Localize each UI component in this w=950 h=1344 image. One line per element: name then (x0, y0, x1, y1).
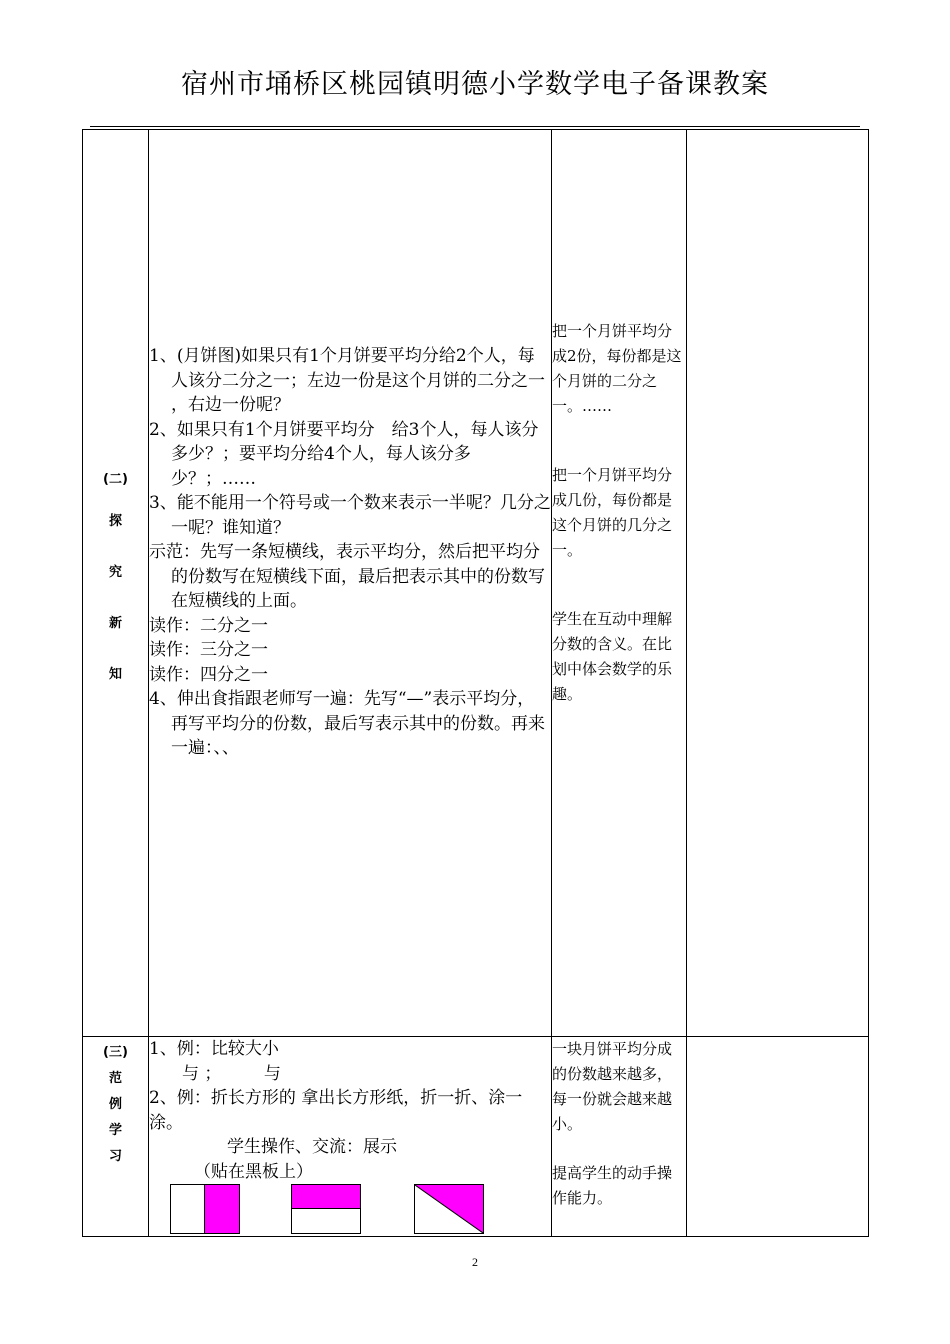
section-2-char: 知 (108, 667, 122, 682)
section-2-notes-cell (552, 130, 687, 1037)
diagonal-shading (415, 1185, 483, 1233)
section-2-char: 新 (108, 616, 122, 631)
content-paragraph: 2、例：折长方形的 拿出长方形纸，折一折、涂一涂。 (149, 1088, 523, 1133)
content-paragraph: 1、例：比较大小 (149, 1039, 279, 1059)
section-3-notes-cell (552, 1037, 687, 1237)
compare-line: 与 ； 与 (182, 1063, 281, 1084)
section-2-empty-cell (687, 130, 869, 1037)
page-title: 宿州市埇桥区桃园镇明德小学数学电子备课教案 (181, 69, 769, 100)
section-3-content-cell (149, 1037, 552, 1237)
section-3-char: 习 (108, 1149, 122, 1164)
section-3-char: 学 (108, 1123, 122, 1138)
reading-line: 读作：四分之一 (149, 664, 268, 685)
section-2-number: (二) (103, 472, 128, 487)
design-note: 把一个月饼平均分成2份，每份都是这个月饼的二分之一。…… (552, 322, 682, 415)
content-paragraph: （贴在黑板上） (194, 1161, 313, 1182)
folded-rectangles-figure (149, 1184, 551, 1236)
section-2-row (83, 130, 869, 1037)
content-paragraph: 3、能不能用一个符号或一个数来表示一半呢？几分之一呢？谁知道？ (149, 493, 551, 538)
section-2-char: 探 (108, 514, 122, 529)
content-paragraph: 2、如果只有1个月饼要平均分 给3个人，每人该分多少？；要平均分给4个人，每人该分多少？；…… (149, 419, 539, 489)
content-paragraph: 1、(月饼图)如果只有1个月饼要平均分给2个人，每人该分二分之一；左边一份是这个月饼的二分之一 ，右边一份呢？ (149, 346, 545, 415)
page-number: 2 (472, 1255, 478, 1269)
section-2-content-cell (149, 130, 552, 1037)
rectangle-half-vertical (170, 1184, 240, 1234)
content-paragraph: 4、伸出食指跟老师写一遍：先写“—”表示平均分，再写平均分的份数，最后写表示其中的份数。再来一遍：、、 (149, 689, 545, 758)
section-3-empty-cell (687, 1037, 869, 1237)
reading-line: 读作：三分之一 (149, 640, 268, 660)
design-note: 一块月饼平均分成的份数越来越多，每一份就会越来越小。 (552, 1040, 673, 1133)
design-note: 提高学生的动手操作能力。 (552, 1164, 673, 1207)
shaded-half (204, 1185, 239, 1233)
section-3-char: 范 (108, 1071, 122, 1086)
lesson-plan-table (82, 129, 869, 1237)
section-2-char: 究 (108, 565, 122, 580)
rectangle-half-diagonal (414, 1184, 484, 1234)
section-2-label-cell (83, 130, 149, 1037)
header-divider (90, 126, 860, 127)
section-3-row (83, 1037, 869, 1237)
shaded-half (292, 1185, 360, 1209)
design-note: 把一个月饼平均分成几份，每份都是这个月饼的几分之一。 (552, 466, 673, 559)
section-3-char: 例 (108, 1097, 122, 1112)
content-paragraph: 学生操作、交流：展示 (227, 1137, 397, 1157)
section-3-number: (三) (103, 1045, 128, 1060)
rectangle-half-horizontal (291, 1184, 361, 1234)
section-3-label-cell (83, 1037, 149, 1237)
reading-line: 读作：二分之一 (149, 615, 268, 636)
design-note: 学生在互动中理解分数的含义。在比划中体会数学的乐趣。 (552, 610, 673, 703)
content-paragraph: 示范：先写一条短横线，表示平均分，然后把平均分的份数写在短横线下面，最后把表示其中的份数写在短横线的上面。 (149, 542, 545, 611)
